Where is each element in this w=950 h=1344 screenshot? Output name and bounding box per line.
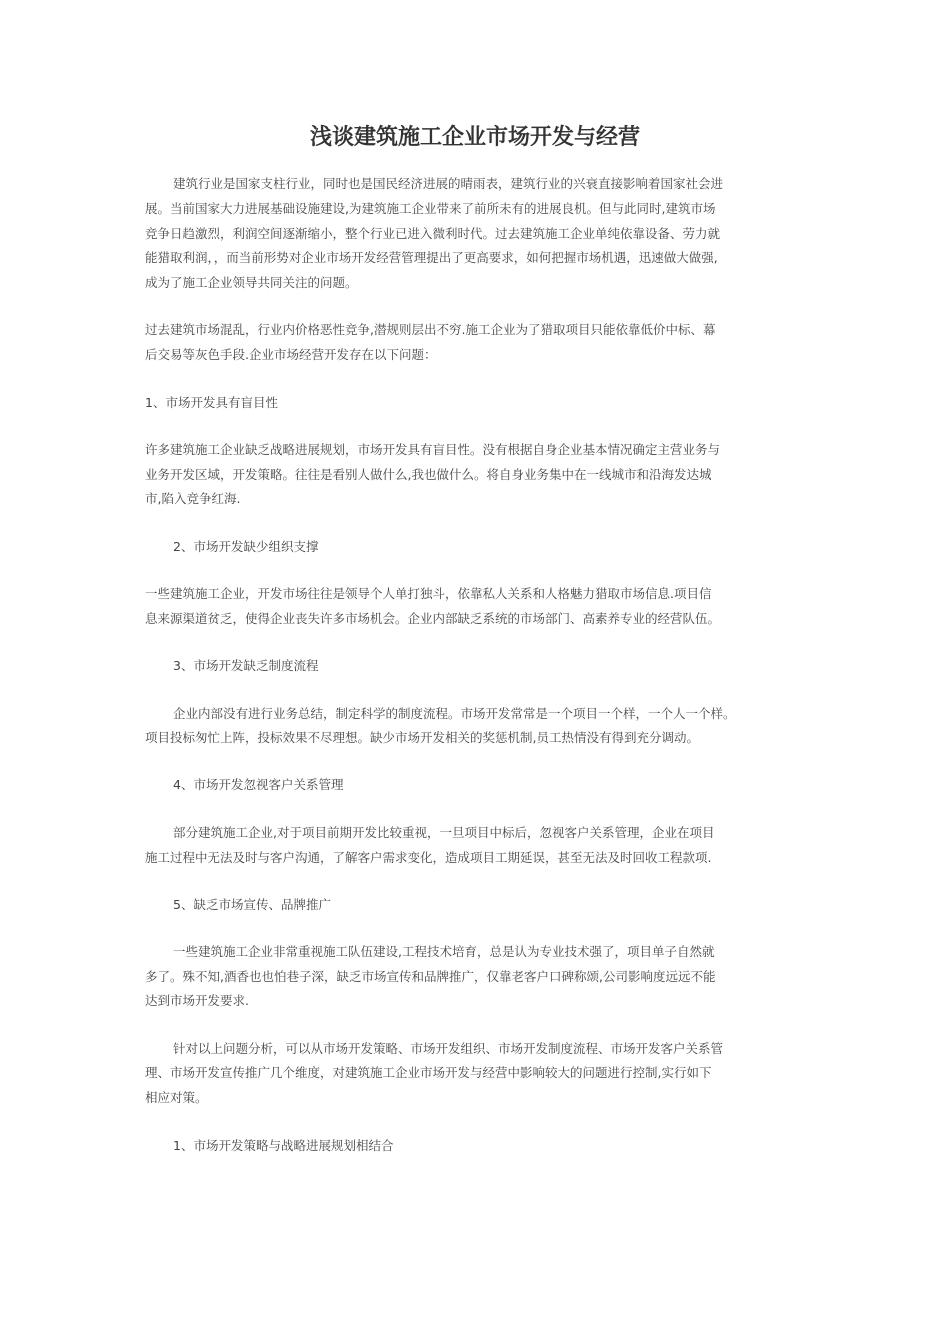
paragraph-line: 一些建筑施工企业，开发市场往往是领导个人单打独斗，依靠私人关系和人格魅力猎取市场信息.项目信 <box>145 586 712 601</box>
section-heading: 2、市场开发缺少组织支撑 <box>173 539 319 554</box>
paragraph-line: 达到市场开发要求. <box>145 993 249 1008</box>
paragraph-line: 相应对策。 <box>145 1090 208 1105</box>
paragraph-line: 过去建筑市场混乱，行业内价格恶性竞争,潜规则层出不穷.施工企业为了猎取项目只能依靠低价中标、幕 <box>145 322 716 337</box>
paragraph-line: 能猎取利润，，而当前形势对企业市场开发经营管理提出了更高要求，如何把握市场机遇，迅速做大做强, <box>145 250 718 265</box>
paragraph-line: 展。当前国家大力进展基础设施建设,为建筑施工企业带来了前所未有的进展良机。但与此同时,建筑市场 <box>145 201 716 216</box>
paragraph-line: 项目投标匆忙上阵，投标效果不尽理想。缺少市场开发相关的奖惩机制,员工热情没有得到充分调动。 <box>145 730 699 745</box>
paragraph-line: 施工过程中无法及时与客户沟通，了解客户需求变化，造成项目工期延误，甚至无法及时回收工程款项. <box>145 850 712 865</box>
paragraph-line: 理、市场开发宣传推广几个维度，对建筑施工企业市场开发与经营中影响较大的问题进行控制,实行如下 <box>145 1065 712 1080</box>
paragraph-line: 息来源渠道贫乏，使得企业丧失许多市场机会。企业内部缺乏系统的市场部门、高素养专业的经营队伍。 <box>145 611 721 626</box>
paragraph-line: 业务开发区域，开发策略。往往是看别人做什么,我也做什么。将自身业务集中在一线城市和沿海发达城 <box>145 467 712 482</box>
paragraph-line: 市,陷入竞争红海. <box>145 491 241 506</box>
document-title: 浅谈建筑施工企业市场开发与经营 <box>309 124 640 150</box>
paragraph-line: 一些建筑施工企业非常重视施工队伍建设,工程技术培育，总是认为专业技术强了，项目单子自然就 <box>173 944 715 959</box>
paragraph-line: 后交易等灰色手段.企业市场经营开发存在以下问题： <box>145 347 437 362</box>
paragraph-line: 建筑行业是国家支柱行业，同时也是国民经济进展的晴雨表，建筑行业的兴衰直接影响着国家社会进 <box>173 176 724 191</box>
section-heading: 1、市场开发具有盲目性 <box>145 395 278 410</box>
section-heading: 1、市场开发策略与战略进展规划相结合 <box>173 1138 394 1153</box>
paragraph-line: 许多建筑施工企业缺乏战略进展规划，市场开发具有盲目性。没有根据自身企业基本情况确定主营业务与 <box>145 442 721 457</box>
paragraph-line: 针对以上问题分析，可以从市场开发策略、市场开发组织、市场开发制度流程、市场开发客户关系管 <box>173 1041 724 1056</box>
paragraph-line: 多了。殊不知,酒香也也怕巷子深，缺乏市场宣传和品牌推广，仅靠老客户口碑称颂,公司影响度远远不能 <box>145 969 716 984</box>
section-heading: 3、市场开发缺乏制度流程 <box>173 658 319 673</box>
paragraph-line: 部分建筑施工企业,对于项目前期开发比较重视，一旦项目中标后，忽视客户关系管理，企业在项目 <box>173 825 715 840</box>
section-heading: 4、市场开发忽视客户关系管理 <box>173 777 344 792</box>
section-heading: 5、缺乏市场宣传、品牌推广 <box>173 897 331 912</box>
paragraph-line: 成为了施工企业领导共同关注的问题。 <box>145 275 358 290</box>
paragraph-line: 企业内部没有进行业务总结，制定科学的制度流程。市场开发常常是一个项目一个样，一个人一个样。 <box>173 706 736 721</box>
paragraph-line: 竞争日趋激烈，利润空间逐渐缩小，整个行业已进入微利时代。过去建筑施工企业单纯依靠设备、劳力就 <box>145 226 721 241</box>
